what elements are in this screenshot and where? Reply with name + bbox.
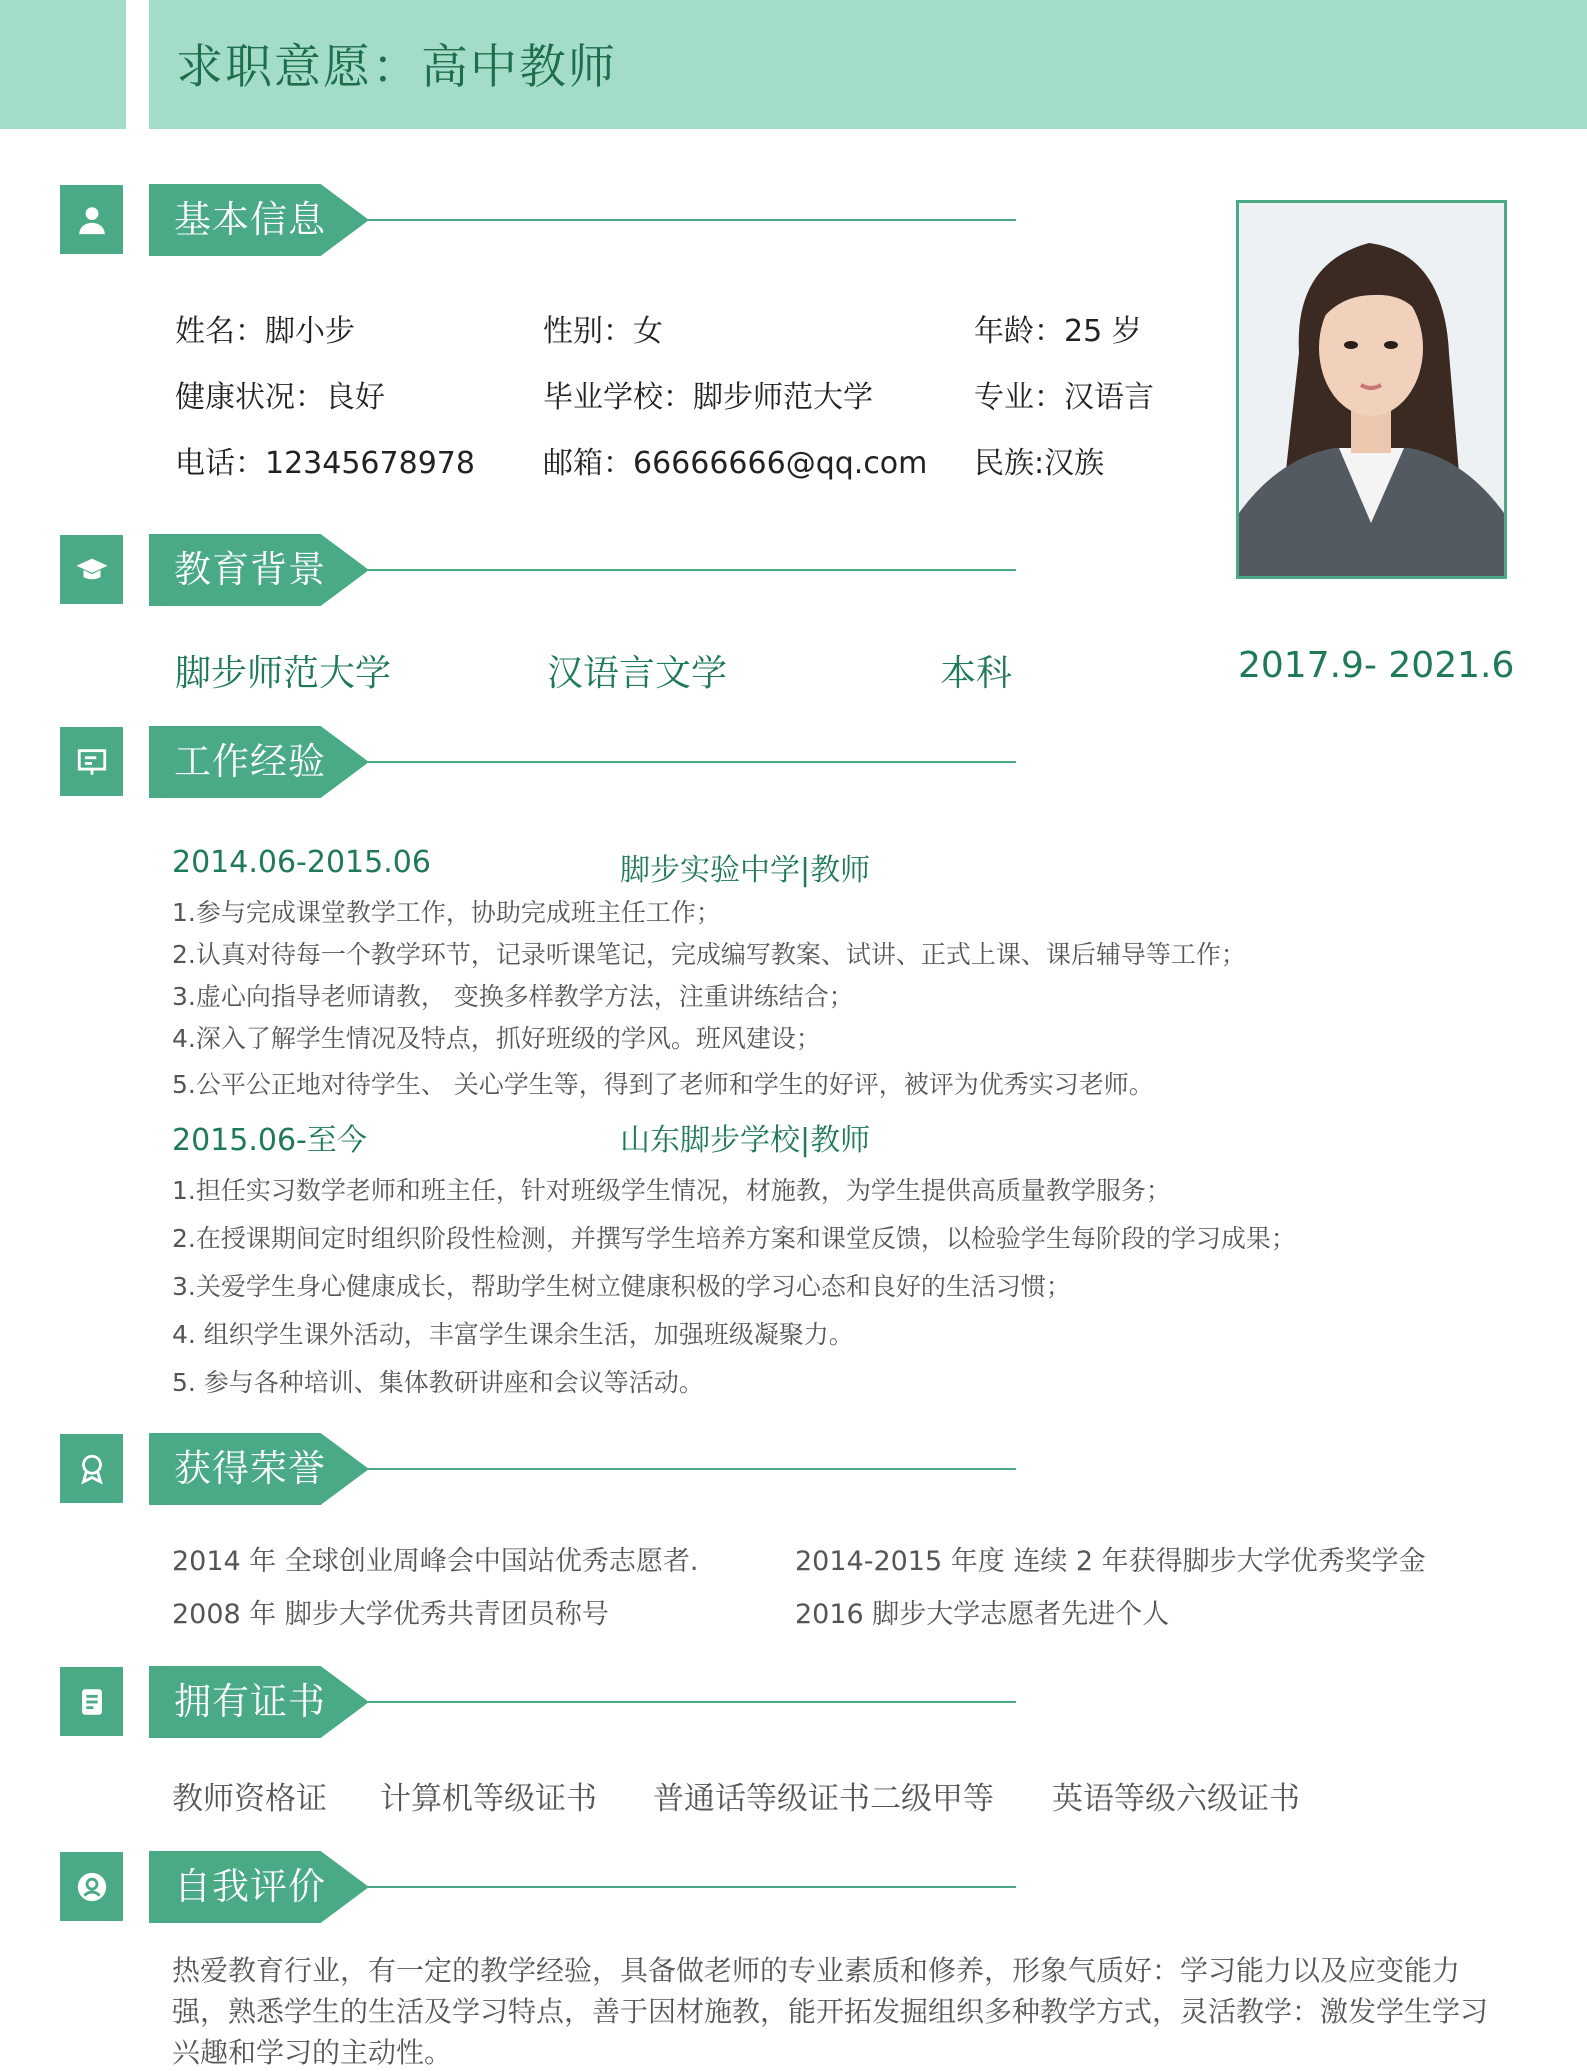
info-ethnicity: 民族:汉族 xyxy=(974,446,1105,481)
section-divider xyxy=(360,761,1016,763)
section-divider xyxy=(360,219,1016,221)
info-major: 专业：汉语言 xyxy=(974,380,1154,415)
info-gender: 性别：女 xyxy=(543,314,663,349)
user-icon xyxy=(60,185,123,254)
job-date: 2015.06-至今 xyxy=(172,1123,367,1158)
evaluation-line: 兴趣和学习的主动性。 xyxy=(172,2036,453,2069)
section-title-certs: 拥有证书 xyxy=(174,1680,326,1723)
section-title-evaluation: 自我评价 xyxy=(174,1865,326,1908)
section-divider xyxy=(360,1701,1016,1703)
edu-school: 脚步师范大学 xyxy=(175,653,392,694)
job-duty: 5. 参与各种培训、集体教研讲座和会议等活动。 xyxy=(172,1368,704,1397)
info-health: 健康状况：良好 xyxy=(175,380,385,415)
edu-degree: 本科 xyxy=(940,653,1013,694)
section-divider xyxy=(360,1468,1016,1470)
cert-item: 计算机等级证书 xyxy=(380,1781,597,1817)
job-duty: 1.担任实习数学老师和班主任，针对班级学生情况，材施教，为学生提供高质量教学服务； xyxy=(172,1176,1171,1205)
evaluation-line: 热爱教育行业，有一定的教学经验，具备做老师的专业素质和修养，形象气质好：学习能力以及应变能力 xyxy=(172,1954,1461,1987)
job-duty: 4.深入了解学生情况及特点，抓好班级的学风。班风建设； xyxy=(172,1024,821,1053)
cert-item: 英语等级六级证书 xyxy=(1052,1781,1300,1817)
edu-major: 汉语言文学 xyxy=(547,653,728,694)
job-org: 脚步实验中学|教师 xyxy=(620,853,871,888)
page-title: 求职意愿：高中教师 xyxy=(176,40,617,95)
job-org: 山东脚步学校|教师 xyxy=(620,1123,871,1158)
job-duty: 2.在授课期间定时组织阶段性检测，并撰写学生培养方案和课堂反馈，以检验学生每阶段的学习成果； xyxy=(172,1224,1296,1253)
edu-period: 2017.9- 2021.6 xyxy=(1238,645,1515,686)
honor-item: 2014 年 全球创业周峰会中国站优秀志愿者. xyxy=(172,1546,699,1577)
job-duty: 1.参与完成课堂教学工作，协助完成班主任工作； xyxy=(172,898,721,927)
job-duty: 5.公平公正地对待学生、 关心学生等，得到了老师和学生的好评，被评为优秀实习老师。 xyxy=(172,1070,1154,1099)
job-date: 2014.06-2015.06 xyxy=(172,845,431,880)
honor-item: 2008 年 脚步大学优秀共青团员称号 xyxy=(172,1599,609,1630)
info-name: 姓名：脚小步 xyxy=(175,314,355,349)
info-age: 年龄：25 岁 xyxy=(974,314,1142,349)
info-phone: 电话：12345678978 xyxy=(175,446,475,481)
job-duty: 3.关爱学生身心健康成长，帮助学生树立健康积极的学习心态和良好的生活习惯； xyxy=(172,1272,1071,1301)
info-school: 毕业学校：脚步师范大学 xyxy=(543,380,873,415)
banner-left-block xyxy=(0,0,126,129)
honor-item: 2016 脚步大学志愿者先进个人 xyxy=(795,1599,1170,1630)
cert-item: 普通话等级证书二级甲等 xyxy=(653,1781,994,1817)
award-icon xyxy=(60,1434,123,1503)
section-title-basic: 基本信息 xyxy=(174,198,326,241)
job-duty: 3.虚心向指导老师请教， 变换多样教学方法，注重讲练结合； xyxy=(172,982,854,1011)
cert-item: 教师资格证 xyxy=(172,1781,327,1817)
evaluation-line: 强，熟悉学生的生活及学习特点，善于因材施教，能开拓发掘组织多种教学方式，灵活教学：激发学生学习 xyxy=(172,1995,1489,2028)
section-title-honors: 获得荣誉 xyxy=(174,1447,326,1490)
profile-photo xyxy=(1236,200,1507,579)
job-duty: 4. 组织学生课外活动，丰富学生课余生活，加强班级凝聚力。 xyxy=(172,1320,854,1349)
certificate-icon xyxy=(60,1667,123,1736)
job-duty: 2.认真对待每一个教学环节，记录听课笔记，完成编写教案、试讲、正式上课、课后辅导等工作； xyxy=(172,940,1246,969)
section-title-education: 教育背景 xyxy=(174,548,326,591)
graduation-cap-icon xyxy=(60,535,123,604)
section-divider xyxy=(360,1886,1016,1888)
honor-item: 2014-2015 年度 连续 2 年获得脚步大学优秀奖学金 xyxy=(795,1546,1426,1577)
profile-circle-icon xyxy=(60,1852,123,1921)
section-divider xyxy=(360,569,1016,571)
presentation-icon xyxy=(60,727,123,796)
section-title-work: 工作经验 xyxy=(174,740,326,783)
info-email: 邮箱：66666666@qq.com xyxy=(543,446,928,481)
